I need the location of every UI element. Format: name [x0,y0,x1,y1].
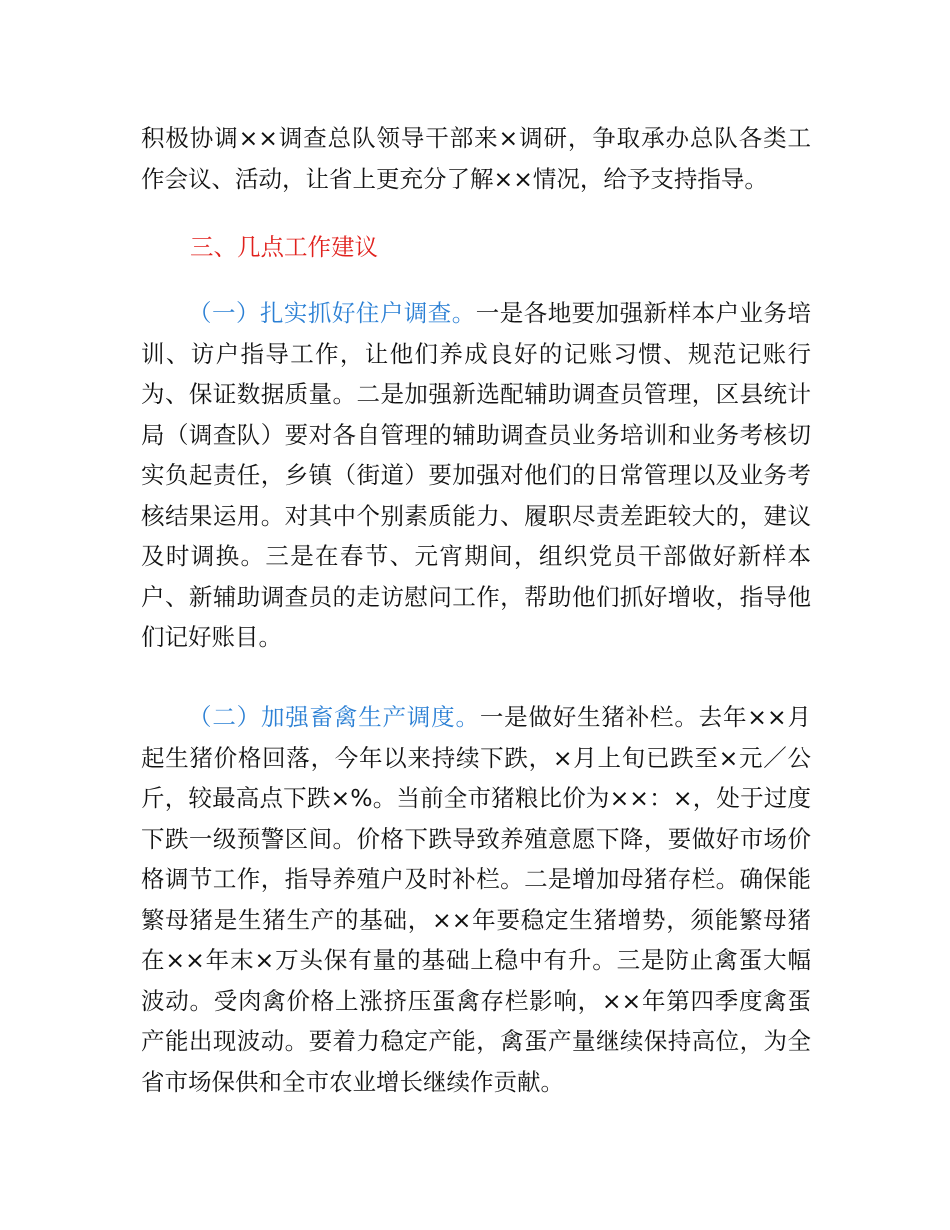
suggestion-paragraph-1 [141,293,811,658]
suggestion-1-body: 一是各地要加强新样本户业务培训、访户指导工作，让他们养成良好的记账习惯、规范记账行为、保证数据质量。二是加强新选配辅助调查员管理，区县统计局（调查队）要对各自管理的辅助调查员业务培训和业务考核切实负起责任，乡镇（街道）要加强对他们的日常管理以及业务考核结果运用。对其中个别素质能力、履职尽责差距较大的，建议及时调换。三是在春节、元宵期间，组织党员干部做好新样本户、新辅助调查员的走访慰问工作，帮助他们抓好增收，指导他们记好账目。 [141,299,812,651]
suggestion-paragraph-2 [141,697,811,1102]
suggestion-1-lead: （一）扎实抓好住户调查。 [188,299,476,327]
section-heading: 三、几点工作建议 [190,233,378,261]
suggestion-2-lead: （二）加强畜禽生产调度。 [188,703,480,731]
intro-paragraph: 积极协调××调查总队领导干部来×调研，争取承办总队各类工作会议、活动，让省上更充分了解××情况，给予支持指导。 [141,124,811,193]
suggestion-2-body: 一是做好生猪补栏。去年××月起生猪价格回落，今年以来持续下跌，×月上旬已跌至×元／公斤，较最高点下跌×%。当前全市猪粮比价为××：×，处于过度下跌一级预警区间。价格下跌导致养殖意愿下降，要做好市场价格调节工作，指导养殖户及时补栏。二是增加母猪存栏。确保能繁母猪是生猪生产的基础，××年要稳定生猪增势，须能繁母猪在××年末×万头保有量的基础上稳中有升。三是防止禽蛋大幅波动。受肉禽价格上涨挤压蛋禽存栏影响，××年第四季度禽蛋产能出现波动。要着力稳定产能，禽蛋产量继续保持高位，为全省市场保供和全市农业增长继续作贡献。 [141,703,811,1096]
